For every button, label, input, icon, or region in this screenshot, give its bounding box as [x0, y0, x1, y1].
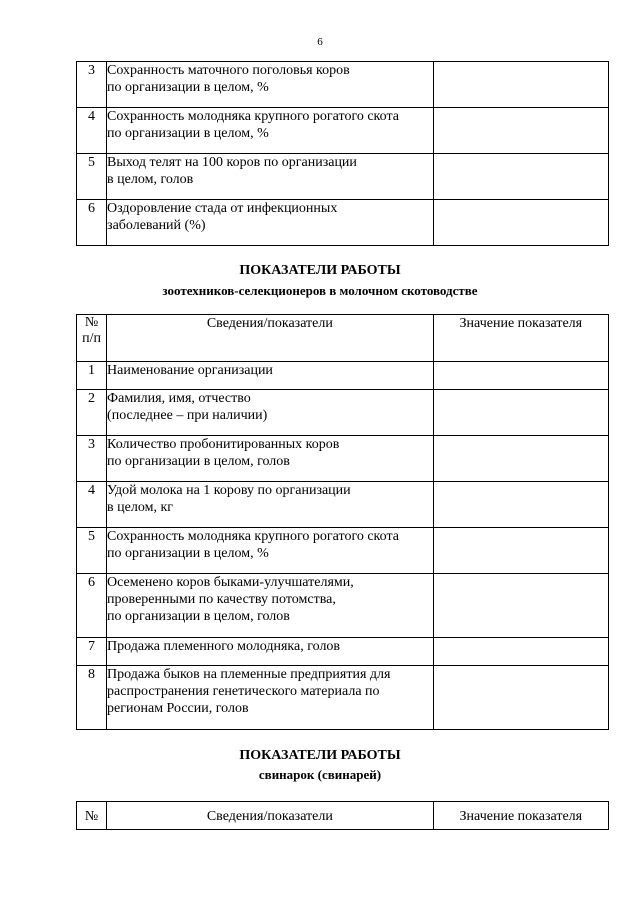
row-number: 7 — [77, 638, 107, 666]
row-indicator-text: Количество пробонитированных коров по организации в целом, голов — [107, 436, 434, 482]
header-value: Значение показателя — [433, 802, 608, 830]
row-value-cell[interactable] — [433, 62, 608, 108]
table-zootechnicians-indicators — [76, 314, 609, 730]
row-indicator-text: Продажа быков на племенные предприятия для распространения генетического материала по регионам России, голов — [107, 666, 434, 730]
header-info: Сведения/показатели — [107, 802, 434, 830]
row-indicator-text: Наименование организации — [107, 362, 434, 390]
row-value-cell[interactable] — [433, 390, 608, 436]
row-value-cell[interactable] — [433, 666, 608, 730]
row-value-cell[interactable] — [433, 574, 608, 638]
table-row — [77, 638, 609, 666]
header-info: Сведения/показатели — [107, 315, 434, 362]
table-continued-indicators — [76, 61, 609, 246]
row-number: 4 — [77, 482, 107, 528]
header-value: Значение показателя — [433, 315, 608, 362]
row-value-cell[interactable] — [433, 154, 608, 200]
row-indicator-text: Продажа племенного молодняка, голов — [107, 638, 434, 666]
table-pig-farmers-indicators — [76, 801, 609, 830]
section-subtitle-pig-farmers: свинарок (свинарей) — [258, 767, 382, 782]
row-indicator-text: Осеменено коров быками-улучшателями, проверенными по качеству потомства, по организации в целом, голов — [107, 574, 434, 638]
row-value-cell[interactable] — [433, 362, 608, 390]
table-header-row — [77, 802, 609, 830]
row-number: 5 — [77, 528, 107, 574]
page-number: 6 — [317, 36, 323, 48]
row-indicator-text: Сохранность молодняка крупного рогатого скота по организации в целом, % — [107, 528, 434, 574]
table-row — [77, 528, 609, 574]
table-row — [77, 154, 609, 200]
table-row — [77, 482, 609, 528]
table-row — [77, 390, 609, 436]
table-row — [77, 200, 609, 246]
row-indicator-text: Удой молока на 1 корову по организации в целом, кг — [107, 482, 434, 528]
section-title-pig-farmers: ПОКАЗАТЕЛИ РАБОТЫ — [239, 748, 401, 763]
row-indicator-text: Сохранность молодняка крупного рогатого скота по организации в целом, % — [107, 108, 434, 154]
row-number: 6 — [77, 574, 107, 638]
table-header-row — [77, 315, 609, 362]
row-number: 2 — [77, 390, 107, 436]
row-number: 4 — [77, 108, 107, 154]
table-row — [77, 62, 609, 108]
table-row — [77, 108, 609, 154]
header-num: № п/п — [77, 315, 107, 362]
row-value-cell[interactable] — [433, 638, 608, 666]
row-number: 5 — [77, 154, 107, 200]
section-title-zootechnicians: ПОКАЗАТЕЛИ РАБОТЫ — [239, 263, 401, 278]
row-indicator-text: Фамилия, имя, отчество (последнее – при наличии) — [107, 390, 434, 436]
row-indicator-text: Сохранность маточного поголовья коров по организации в целом, % — [107, 62, 434, 108]
row-number: 6 — [77, 200, 107, 246]
row-value-cell[interactable] — [433, 528, 608, 574]
row-value-cell[interactable] — [433, 436, 608, 482]
header-num: № — [77, 802, 107, 830]
row-value-cell[interactable] — [433, 200, 608, 246]
table-row — [77, 666, 609, 730]
row-indicator-text: Выход телят на 100 коров по организации в целом, голов — [107, 154, 434, 200]
section-subtitle-zootechnicians: зоотехников-селекционеров в молочном скотоводстве — [162, 283, 478, 298]
row-number: 3 — [77, 62, 107, 108]
row-number: 3 — [77, 436, 107, 482]
table-row — [77, 574, 609, 638]
table-row — [77, 362, 609, 390]
row-value-cell[interactable] — [433, 482, 608, 528]
table-row — [77, 436, 609, 482]
row-number: 1 — [77, 362, 107, 390]
row-number: 8 — [77, 666, 107, 730]
row-indicator-text: Оздоровление стада от инфекционных заболеваний (%) — [107, 200, 434, 246]
row-value-cell[interactable] — [433, 108, 608, 154]
